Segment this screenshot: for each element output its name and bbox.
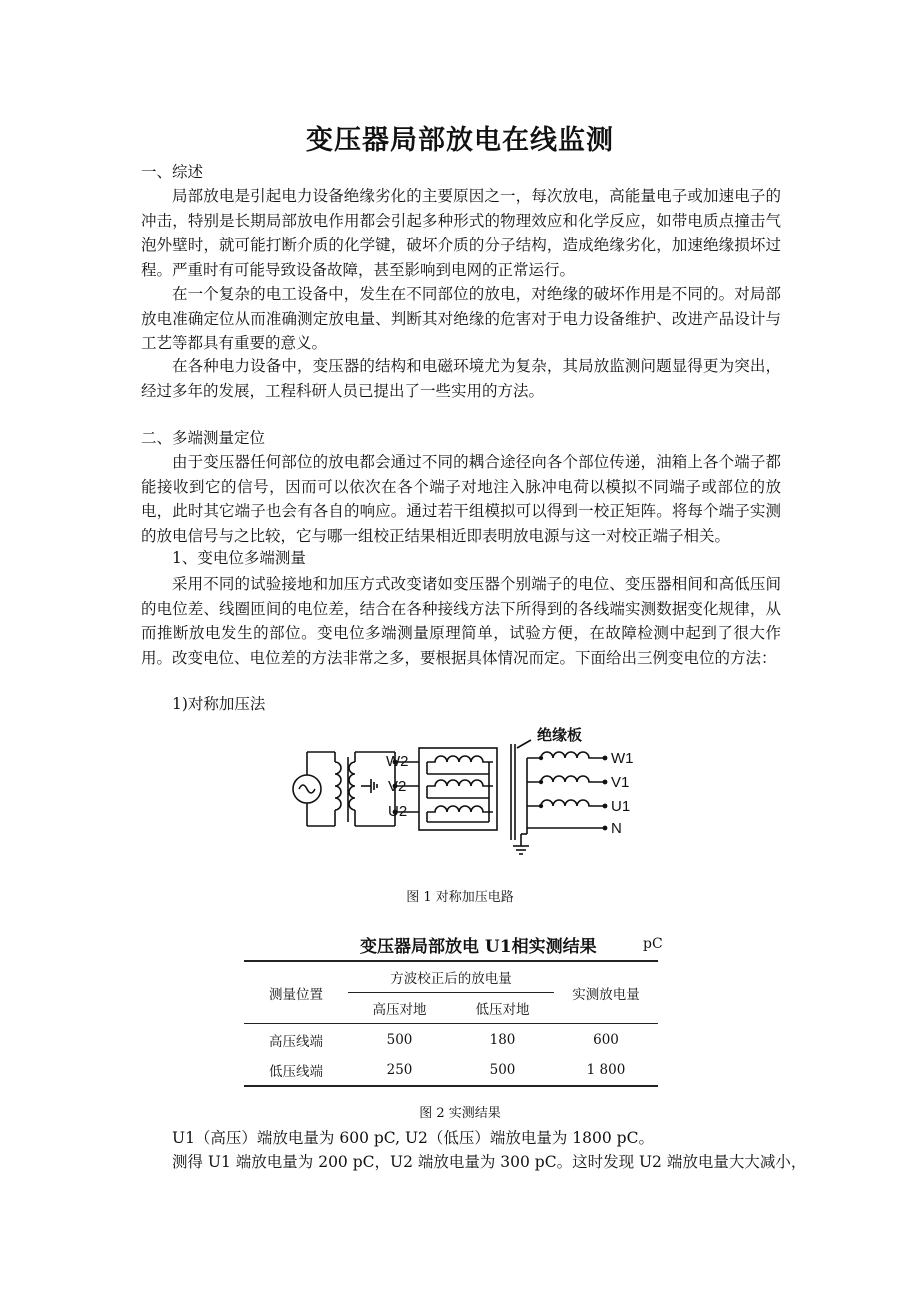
row-measured: 600 — [554, 1024, 658, 1056]
row-position: 低压线端 — [244, 1055, 348, 1086]
terminal-label-v1: V1 — [611, 774, 630, 791]
terminal-label-w1: W1 — [611, 750, 634, 767]
row-position: 高压线端 — [244, 1024, 348, 1056]
header-lv: 低压对地 — [451, 993, 554, 1024]
results-table — [244, 960, 658, 1087]
paragraph-multi-terminal-2: 采用不同的试验接地和加压方式改变诸如变压器个别端子的电位、变压器相间和高低压间的电位差、线圈匝间的电位差，结合在各种接线方法下所得到的各线端实测数据变化规律，从而推断放电发生的部位。变电位多端测量原理简单，试验方便，在故障检测中起到了很大作用。改变电位、电位差的方法非常之多，要根据具体情况而定。下面给出三例变电位的方法： — [141, 575, 781, 667]
row-hv: 500 — [348, 1024, 451, 1056]
row-hv: 250 — [348, 1055, 451, 1086]
terminal-label-u2: U2 — [388, 803, 408, 820]
result-line-2: 测得 U1 端放电量为 200 pC，U2 端放电量为 300 pC。这时发现 U2 端放电量大大减小， — [172, 1153, 807, 1171]
paragraph-overview-3: 在各种电力设备中，变压器的结构和电磁环境尤为复杂，其局放监测问题显得更为突出，经过多年的发展，工程科研人员已提出了一些实用的方法。 — [141, 357, 781, 400]
table-title: 变压器局部放电 U1相实测结果 — [360, 937, 597, 957]
paragraph-overview-2: 在一个复杂的电工设备中，发生在不同部位的放电，对绝缘的破坏作用是不同的。对局部放电准确定位从而准确测定放电量、判断其对绝缘的危害对于电力设备维护、改进产品设计与工艺等都具有重要的意义。 — [141, 285, 781, 353]
header-position: 测量位置 — [269, 986, 323, 1003]
header-hv: 高压对地 — [348, 993, 451, 1024]
figure2-caption: 图 2 实测结果 — [419, 1106, 501, 1121]
header-measured: 实测放电量 — [572, 986, 640, 1003]
row-lv: 500 — [451, 1055, 554, 1086]
row-lv: 180 — [451, 1024, 554, 1056]
row-measured: 1 800 — [554, 1055, 658, 1086]
terminal-label-u1: U1 — [611, 798, 631, 815]
paragraph-overview-1: 局部放电是引起电力设备绝缘劣化的主要原因之一，每次放电，高能量电子或加速电子的冲击，特别是长期局部放电作用都会引起多种形式的物理效应和化学反应，如带电质点撞击气泡外壁时，就可能打断介质的化学键，破坏介质的分子结构，造成绝缘劣化，加速绝缘损坏过程。严重时有可能导致设备故障，甚至影响到电网的正常运行。 — [141, 187, 781, 279]
result-line-1: U1（高压）端放电量为 600 pC, U2（低压）端放电量为 1800 pC。 — [172, 1129, 654, 1147]
table-row — [244, 1024, 658, 1056]
terminal-label-v2: V2 — [388, 778, 407, 795]
page-title: 变压器局部放电在线监测 — [306, 125, 614, 156]
figure1-caption: 图 1 对称加压电路 — [406, 890, 514, 905]
circuit-diagram — [285, 722, 645, 862]
table-row — [244, 1055, 658, 1086]
terminal-label-n: N — [611, 820, 622, 837]
subsection-heading: 1、变电位多端测量 — [172, 549, 306, 567]
insulation-board-label: 绝缘板 — [537, 726, 583, 744]
section-heading-overview: 一、综述 — [141, 163, 204, 181]
table-unit: pC — [643, 936, 663, 952]
terminal-label-w2: W2 — [386, 753, 409, 770]
header-group: 方波校正后的放电量 — [390, 971, 512, 987]
section-heading-multi-terminal: 二、多端测量定位 — [141, 429, 266, 447]
paragraph-multi-terminal-1: 由于变压器任何部位的放电都会通过不同的耦合途径向各个部位传递，油箱上各个端子都能接收到它的信号，因而可以依次在各个端子对地注入脉冲电荷以模拟不同端子或部位的放电，此时其它端子也会有各自的响应。通过若干组模拟可以得到一校正矩阵。将每个端子实测的放电信号与之比较，它与哪一组校正结果相近即表明放电源与这一对校正端子相关。 — [141, 453, 781, 545]
list-item-symmetric: 1)对称加压法 — [172, 695, 266, 713]
